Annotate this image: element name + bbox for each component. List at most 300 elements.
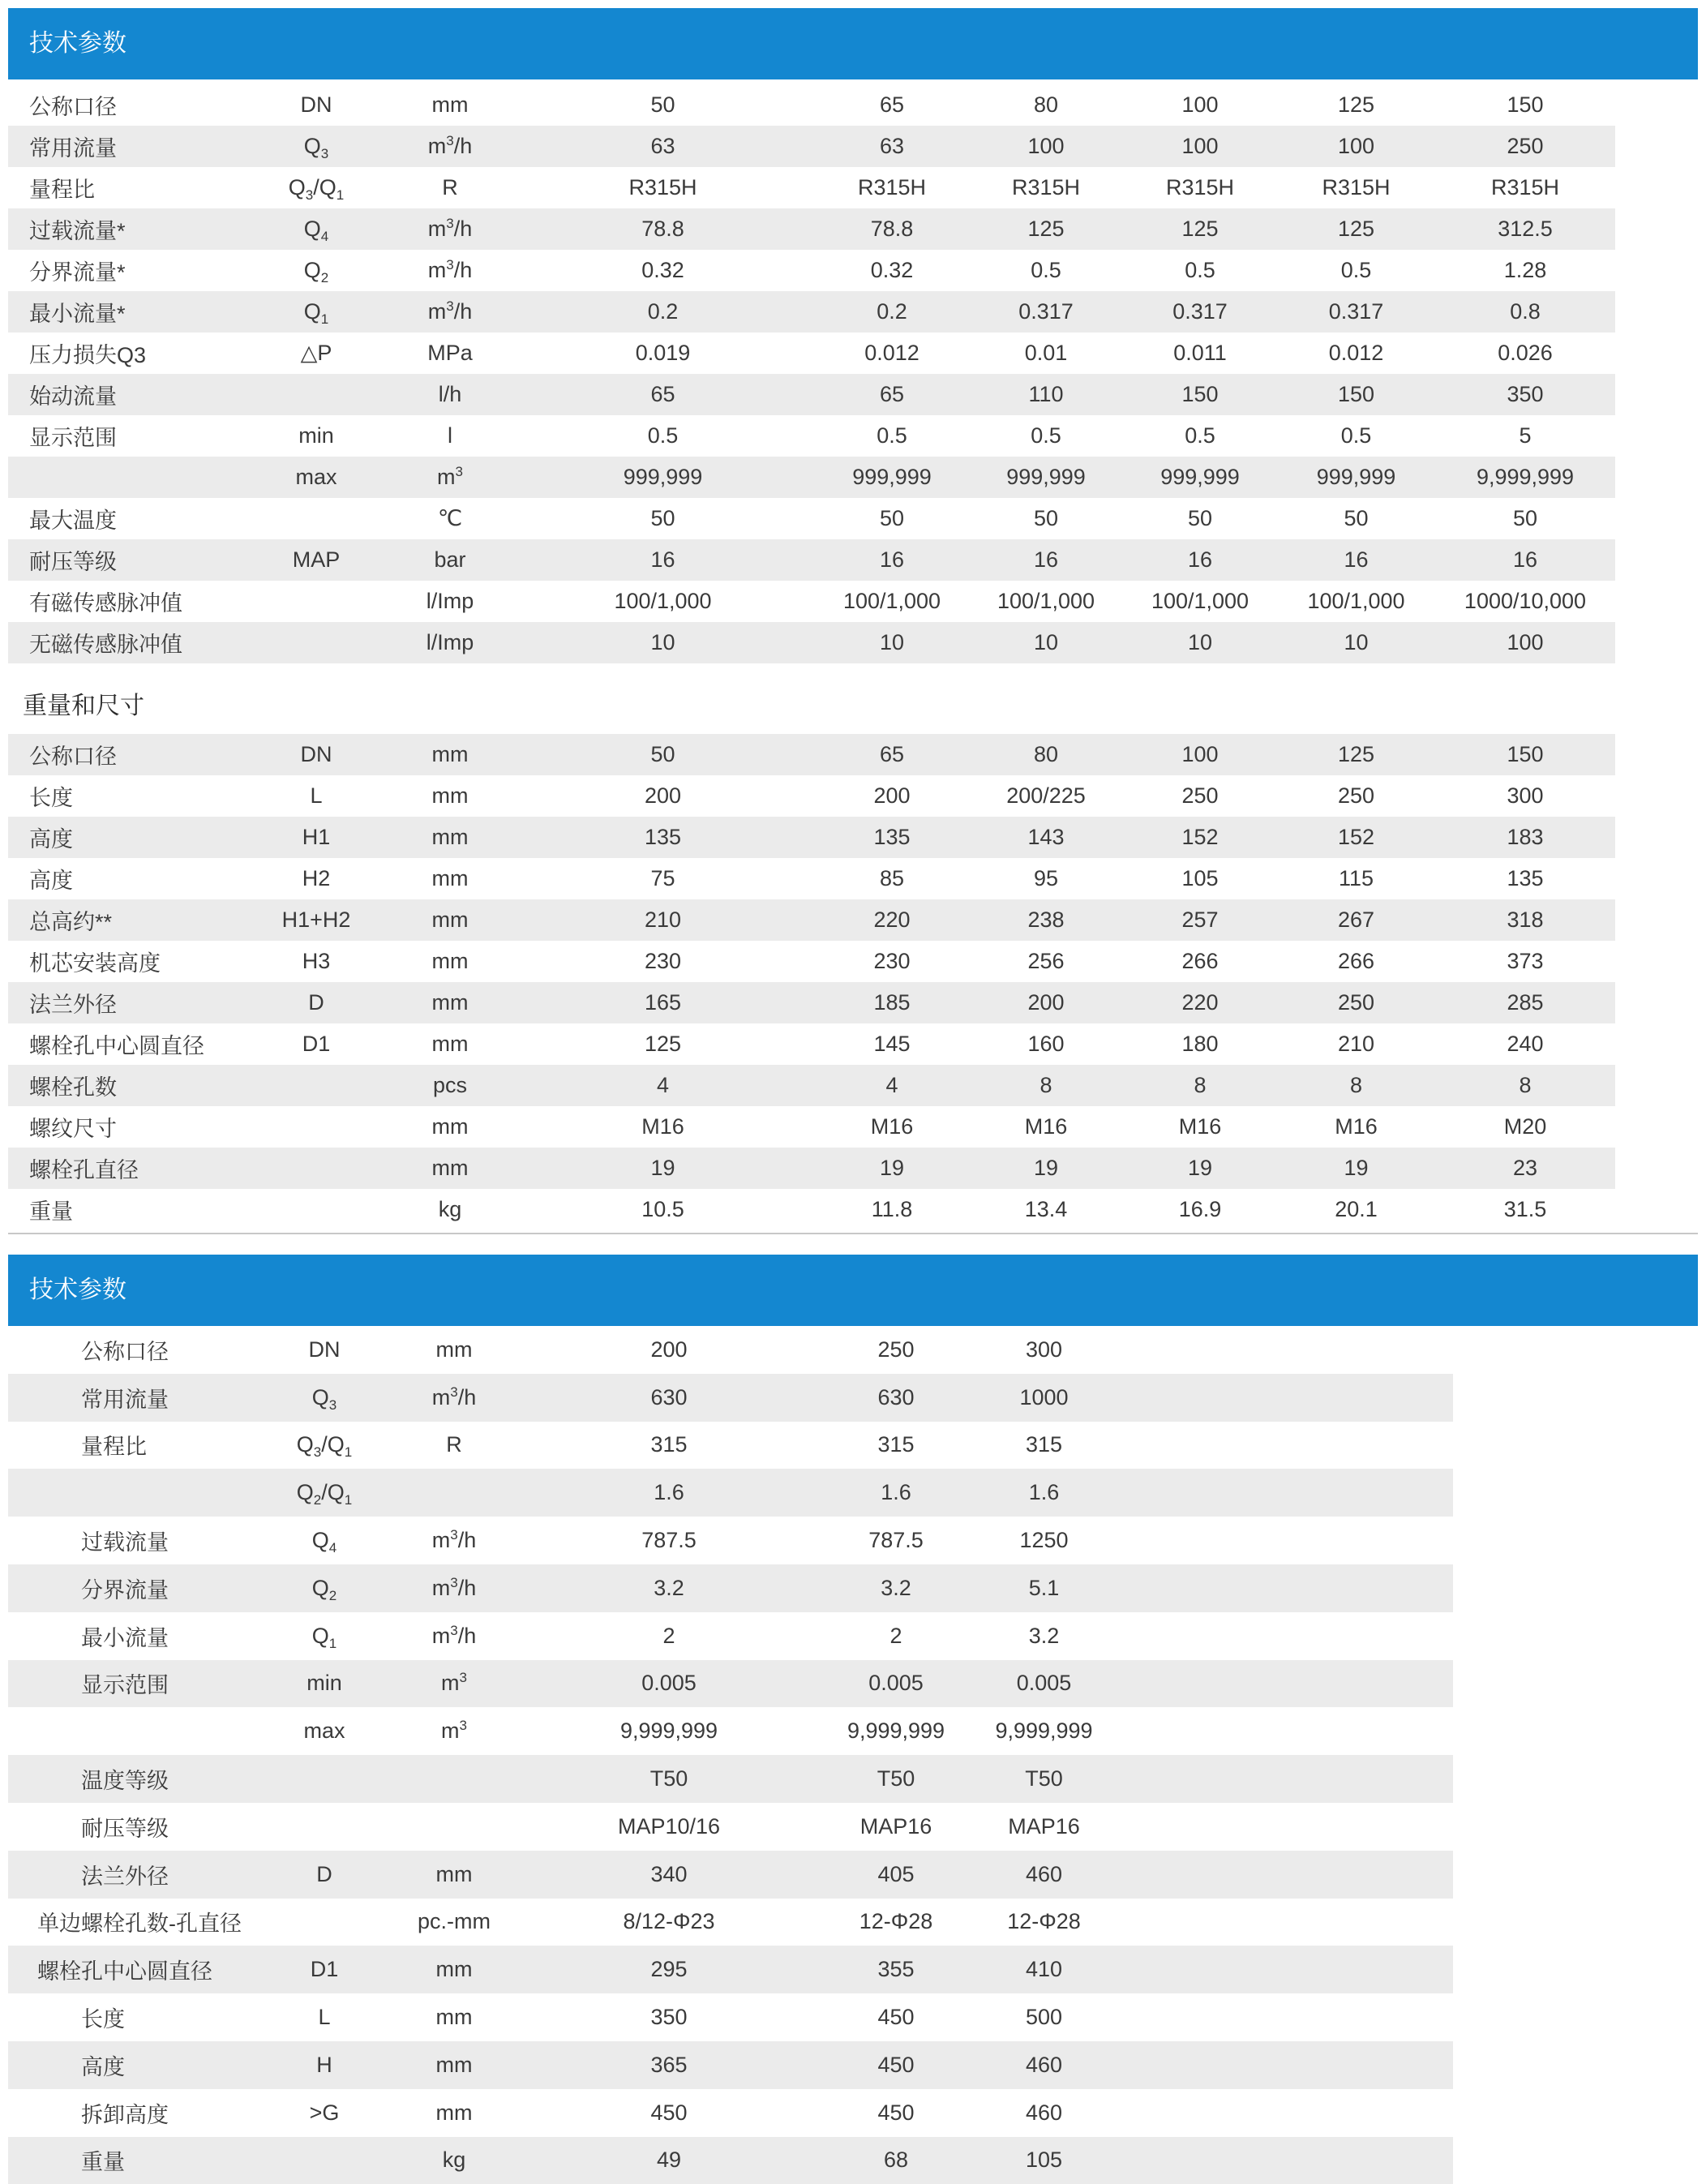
value-cell: 450 [815, 1993, 977, 2041]
table-row [8, 941, 1615, 982]
value-cell: 0.011 [1123, 333, 1277, 374]
unit-cell: $m^3$ [385, 1660, 523, 1708]
table-row [8, 1148, 1615, 1189]
symbol-cell: △P [243, 333, 389, 374]
value-cell: 115 [1277, 858, 1435, 899]
symbol-cell: DN [264, 1326, 385, 1374]
table-row [8, 1517, 1453, 1564]
value-cell: 50 [511, 498, 815, 539]
value-cell: 65 [815, 374, 969, 415]
value-cell: 315 [977, 1422, 1111, 1470]
value-cell: 240 [1435, 1023, 1615, 1065]
value-cell: 31.5 [1435, 1189, 1615, 1230]
symbol-cell: D [264, 1851, 385, 1899]
unit-cell: $m^3/h$ [389, 208, 511, 250]
param-name: 显示范围 [8, 1660, 264, 1708]
value-cell: 373 [1435, 941, 1615, 982]
value-cell: 12-Φ28 [977, 1899, 1111, 1946]
table-row [8, 1851, 1453, 1899]
value-cell: 19 [511, 1148, 815, 1189]
param-name: 耐压等级 [8, 539, 243, 581]
param-name: 重量 [8, 1189, 243, 1230]
unit-cell: mm [385, 2041, 523, 2089]
empty-cell [1111, 2137, 1453, 2184]
param-name: 过载流量* [8, 208, 243, 250]
value-cell: 0.5 [815, 415, 969, 457]
param-name: 螺栓孔中心圆直径 [8, 1946, 264, 1993]
value-cell: 12-Φ28 [815, 1899, 977, 1946]
value-cell: 10 [969, 622, 1123, 663]
value-cell: 100/1,000 [1277, 581, 1435, 622]
value-cell: 95 [969, 858, 1123, 899]
value-cell: 16 [1123, 539, 1277, 581]
param-name: 法兰外径 [8, 982, 243, 1023]
value-cell: 100 [1123, 126, 1277, 167]
value-cell: 0.01 [969, 333, 1123, 374]
value-cell: M20 [1435, 1106, 1615, 1148]
value-cell: 11.8 [815, 1189, 969, 1230]
value-cell: 180 [1123, 1023, 1277, 1065]
symbol-cell [243, 1065, 389, 1106]
table-row [8, 291, 1615, 333]
value-cell: 50 [815, 498, 969, 539]
value-cell: 999,999 [1123, 457, 1277, 498]
symbol-cell: >G [264, 2089, 385, 2137]
symbol-cell [264, 1803, 385, 1851]
value-cell: 787.5 [523, 1517, 815, 1564]
table-row [8, 1189, 1615, 1230]
unit-cell [385, 1755, 523, 1803]
symbol-cell: $Q_4$ [243, 208, 389, 250]
param-name: 分界流量* [8, 250, 243, 291]
param-name: 温度等级 [8, 1755, 264, 1803]
value-cell: 0.5 [1277, 250, 1435, 291]
value-cell: 50 [969, 498, 1123, 539]
value-cell: 100 [1435, 622, 1615, 663]
value-cell: 405 [815, 1851, 977, 1899]
unit-cell: R [385, 1422, 523, 1470]
param-name: 拆卸高度 [8, 2089, 264, 2137]
table-row [8, 1612, 1453, 1660]
value-cell: 340 [523, 1851, 815, 1899]
value-cell: 210 [1277, 1023, 1435, 1065]
empty-cell [1111, 1612, 1453, 1660]
value-cell: 9,999,999 [815, 1707, 977, 1755]
empty-cell [1111, 1422, 1453, 1470]
value-cell: 220 [815, 899, 969, 941]
empty-cell [1111, 1374, 1453, 1422]
value-cell: 20.1 [1277, 1189, 1435, 1230]
table-row [8, 84, 1615, 126]
unit-cell: $m^3/h$ [385, 1564, 523, 1612]
unit-cell: l/Imp [389, 622, 511, 663]
symbol-cell: $Q_1$ [243, 291, 389, 333]
value-cell: 315 [523, 1422, 815, 1470]
symbol-cell: H3 [243, 941, 389, 982]
value-cell: 135 [511, 817, 815, 858]
value-cell: 267 [1277, 899, 1435, 941]
table-row [8, 539, 1615, 581]
param-name: 耐压等级 [8, 1803, 264, 1851]
value-cell: 355 [815, 1946, 977, 1993]
value-cell: R315H [1435, 167, 1615, 208]
unit-cell: mm [389, 1148, 511, 1189]
value-cell: 10 [815, 622, 969, 663]
value-cell: 999,999 [815, 457, 969, 498]
value-cell: 3.2 [815, 1564, 977, 1612]
param-name: 公称口径 [8, 84, 243, 126]
section-header-tech-params [8, 8, 1698, 79]
value-cell: 8 [969, 1065, 1123, 1106]
value-cell: 105 [977, 2137, 1111, 2184]
symbol-cell: DN [243, 84, 389, 126]
value-cell: 500 [977, 1993, 1111, 2041]
value-cell: 8/12-Φ23 [523, 1899, 815, 1946]
param-name: 分界流量 [8, 1564, 264, 1612]
table-row [8, 2041, 1453, 2089]
table-row [8, 1660, 1453, 1708]
value-cell: 460 [977, 2041, 1111, 2089]
value-cell: 63 [815, 126, 969, 167]
table-row [8, 1803, 1453, 1851]
param-name: 单边螺栓孔数-孔直径 [8, 1899, 264, 1946]
symbol-cell [264, 1755, 385, 1803]
value-cell: M16 [1123, 1106, 1277, 1148]
value-cell: 460 [977, 2089, 1111, 2137]
tech-params-table [8, 84, 1615, 663]
table-row [8, 1374, 1453, 1422]
unit-cell: mm [389, 84, 511, 126]
value-cell: 230 [511, 941, 815, 982]
symbol-cell [264, 1899, 385, 1946]
value-cell: 0.012 [1277, 333, 1435, 374]
param-name [8, 1469, 264, 1517]
symbol-cell [243, 1189, 389, 1230]
empty-cell [1111, 2041, 1453, 2089]
value-cell: 23 [1435, 1148, 1615, 1189]
value-cell: 9,999,999 [523, 1707, 815, 1755]
value-cell: 0.005 [523, 1660, 815, 1708]
table-row [8, 126, 1615, 167]
section-title: 技术参数 [29, 1277, 126, 1303]
value-cell: 85 [815, 858, 969, 899]
param-name: 最大温度 [8, 498, 243, 539]
value-cell: 152 [1123, 817, 1277, 858]
symbol-cell: MAP [243, 539, 389, 581]
value-cell: M16 [815, 1106, 969, 1148]
value-cell: 0.019 [511, 333, 815, 374]
param-name: 螺栓孔数 [8, 1065, 243, 1106]
value-cell: 2 [523, 1612, 815, 1660]
value-cell: 68 [815, 2137, 977, 2184]
value-cell: 9,999,999 [1435, 457, 1615, 498]
value-cell: 4 [511, 1065, 815, 1106]
unit-cell: $m^3/h$ [389, 291, 511, 333]
value-cell: 125 [1277, 208, 1435, 250]
weight-dimensions-table [8, 734, 1615, 1230]
table-row [8, 167, 1615, 208]
table-row [8, 1707, 1453, 1755]
value-cell: 100/1,000 [969, 581, 1123, 622]
value-cell: 80 [969, 84, 1123, 126]
empty-cell [1111, 1469, 1453, 1517]
value-cell: 450 [523, 2089, 815, 2137]
unit-cell: ℃ [389, 498, 511, 539]
symbol-cell: min [264, 1660, 385, 1708]
table-row [8, 1326, 1453, 1374]
table-row [8, 1755, 1453, 1803]
symbol-cell: H1 [243, 817, 389, 858]
value-cell: T50 [977, 1755, 1111, 1803]
value-cell: R315H [1277, 167, 1435, 208]
unit-cell: $m^3/h$ [389, 250, 511, 291]
param-name: 最小流量 [8, 1612, 264, 1660]
value-cell: 630 [815, 1374, 977, 1422]
param-name: 高度 [8, 858, 243, 899]
value-cell: 1.6 [523, 1469, 815, 1517]
value-cell: 160 [969, 1023, 1123, 1065]
unit-cell: mm [389, 775, 511, 817]
param-name: 始动流量 [8, 374, 243, 415]
param-name: 法兰外径 [8, 1851, 264, 1899]
value-cell: MAP16 [977, 1803, 1111, 1851]
value-cell: 999,999 [969, 457, 1123, 498]
param-name: 过载流量 [8, 1517, 264, 1564]
table-row [8, 1899, 1453, 1946]
value-cell: 200/225 [969, 775, 1123, 817]
table-row [8, 734, 1615, 775]
value-cell: 8 [1435, 1065, 1615, 1106]
param-name: 公称口径 [8, 734, 243, 775]
param-name [8, 1707, 264, 1755]
symbol-cell: D [243, 982, 389, 1023]
value-cell: 0.5 [511, 415, 815, 457]
value-cell: 230 [815, 941, 969, 982]
unit-cell: mm [385, 1326, 523, 1374]
value-cell: 50 [1123, 498, 1277, 539]
value-cell: 0.8 [1435, 291, 1615, 333]
param-name: 螺纹尺寸 [8, 1106, 243, 1148]
table-row [8, 817, 1615, 858]
param-name: 长度 [8, 1993, 264, 2041]
param-name: 长度 [8, 775, 243, 817]
value-cell: 50 [1435, 498, 1615, 539]
unit-cell: R [389, 167, 511, 208]
symbol-cell [243, 622, 389, 663]
value-cell: 460 [977, 1851, 1111, 1899]
value-cell: 50 [1277, 498, 1435, 539]
value-cell: 200 [815, 775, 969, 817]
empty-cell [1111, 1564, 1453, 1612]
value-cell: 0.026 [1435, 333, 1615, 374]
value-cell: 19 [969, 1148, 1123, 1189]
value-cell: 150 [1435, 84, 1615, 126]
value-cell: 105 [1123, 858, 1277, 899]
unit-cell: $m^3/h$ [385, 1612, 523, 1660]
unit-cell: mm [389, 899, 511, 941]
value-cell: 145 [815, 1023, 969, 1065]
value-cell: 200 [511, 775, 815, 817]
unit-cell: mm [385, 1851, 523, 1899]
param-name: 高度 [8, 2041, 264, 2089]
unit-cell: l [389, 415, 511, 457]
unit-cell: mm [389, 817, 511, 858]
value-cell: 350 [523, 1993, 815, 2041]
value-cell: 0.012 [815, 333, 969, 374]
value-cell: 0.5 [1277, 415, 1435, 457]
value-cell: 210 [511, 899, 815, 941]
value-cell: 266 [1123, 941, 1277, 982]
empty-cell [1111, 1899, 1453, 1946]
unit-cell: $m^3/h$ [389, 126, 511, 167]
unit-cell: l/h [389, 374, 511, 415]
empty-cell [1111, 1517, 1453, 1564]
value-cell: 250 [1277, 982, 1435, 1023]
value-cell: 312.5 [1435, 208, 1615, 250]
value-cell: 200 [523, 1326, 815, 1374]
value-cell: 50 [511, 84, 815, 126]
unit-cell [385, 1803, 523, 1851]
section-title: 技术参数 [29, 30, 126, 57]
table-row [8, 1993, 1453, 2041]
symbol-cell: max [243, 457, 389, 498]
value-cell: 1.6 [977, 1469, 1111, 1517]
value-cell: 250 [1277, 775, 1435, 817]
value-cell: 0.005 [977, 1660, 1111, 1708]
value-cell: 450 [815, 2041, 977, 2089]
value-cell: T50 [815, 1755, 977, 1803]
value-cell: 16 [1277, 539, 1435, 581]
table-row [8, 1422, 1453, 1470]
value-cell: 100 [969, 126, 1123, 167]
value-cell: 4 [815, 1065, 969, 1106]
value-cell: 10 [1123, 622, 1277, 663]
symbol-cell [243, 374, 389, 415]
value-cell: 999,999 [511, 457, 815, 498]
empty-cell [1111, 2089, 1453, 2137]
param-name: 总高约** [8, 899, 243, 941]
value-cell: 0.5 [1123, 250, 1277, 291]
value-cell: 295 [523, 1946, 815, 1993]
value-cell: 16 [815, 539, 969, 581]
value-cell: 100 [1123, 84, 1277, 126]
value-cell: 75 [511, 858, 815, 899]
table-row [8, 250, 1615, 291]
value-cell: 0.005 [815, 1660, 977, 1708]
value-cell: 16.9 [1123, 1189, 1277, 1230]
unit-cell: mm [385, 1946, 523, 1993]
table-row [8, 2089, 1453, 2137]
value-cell: 135 [815, 817, 969, 858]
value-cell: R315H [511, 167, 815, 208]
unit-cell: l/Imp [389, 581, 511, 622]
value-cell: 0.2 [511, 291, 815, 333]
param-name: 显示范围 [8, 415, 243, 457]
value-cell: 0.5 [969, 415, 1123, 457]
empty-cell [1111, 1755, 1453, 1803]
param-name: 螺栓孔直径 [8, 1148, 243, 1189]
table-row [8, 775, 1615, 817]
table-row [8, 1023, 1615, 1065]
symbol-cell: H2 [243, 858, 389, 899]
symbol-cell: L [243, 775, 389, 817]
table-row [8, 2137, 1453, 2184]
value-cell: 250 [815, 1326, 977, 1374]
value-cell: 100/1,000 [511, 581, 815, 622]
value-cell: 256 [969, 941, 1123, 982]
unit-cell: mm [389, 982, 511, 1023]
empty-cell [1111, 1707, 1453, 1755]
symbol-cell [243, 1148, 389, 1189]
symbol-cell: $Q_3/Q_1$ [264, 1422, 385, 1470]
unit-cell: mm [389, 858, 511, 899]
symbol-cell: max [264, 1707, 385, 1755]
value-cell: 110 [969, 374, 1123, 415]
unit-cell: mm [385, 1993, 523, 2041]
table-row [8, 208, 1615, 250]
table-row [8, 581, 1615, 622]
symbol-cell: $Q_1$ [264, 1612, 385, 1660]
value-cell: 125 [1277, 734, 1435, 775]
value-cell: 183 [1435, 817, 1615, 858]
value-cell: 630 [523, 1374, 815, 1422]
unit-cell: mm [389, 941, 511, 982]
table-row [8, 457, 1615, 498]
unit-cell: $m^3$ [385, 1707, 523, 1755]
unit-cell: bar [389, 539, 511, 581]
value-cell: 150 [1123, 374, 1277, 415]
value-cell: 450 [815, 2089, 977, 2137]
symbol-cell: $Q_3/Q_1$ [243, 167, 389, 208]
value-cell: 220 [1123, 982, 1277, 1023]
value-cell: 250 [1435, 126, 1615, 167]
tech-params-large-table [8, 1326, 1453, 2184]
value-cell: MAP10/16 [523, 1803, 815, 1851]
value-cell: 16 [1435, 539, 1615, 581]
value-cell: 65 [815, 84, 969, 126]
param-name: 量程比 [8, 1422, 264, 1470]
value-cell: 0.5 [969, 250, 1123, 291]
table-row [8, 415, 1615, 457]
value-cell: 0.32 [511, 250, 815, 291]
value-cell: 2 [815, 1612, 977, 1660]
unit-cell: pc.-mm [385, 1899, 523, 1946]
unit-cell: kg [389, 1189, 511, 1230]
param-name [8, 457, 243, 498]
value-cell: 152 [1277, 817, 1435, 858]
unit-cell: $m^3/h$ [385, 1517, 523, 1564]
symbol-cell [243, 498, 389, 539]
value-cell: R315H [1123, 167, 1277, 208]
section-divider [8, 1233, 1698, 1234]
param-name: 有磁传感脉冲值 [8, 581, 243, 622]
symbol-cell: $Q_3$ [243, 126, 389, 167]
value-cell: 19 [1277, 1148, 1435, 1189]
unit-cell: pcs [389, 1065, 511, 1106]
empty-cell [1111, 1660, 1453, 1708]
value-cell: 63 [511, 126, 815, 167]
value-cell: 5.1 [977, 1564, 1111, 1612]
value-cell: 135 [1435, 858, 1615, 899]
value-cell: M16 [511, 1106, 815, 1148]
value-cell: 143 [969, 817, 1123, 858]
value-cell: 100 [1277, 126, 1435, 167]
table-row [8, 1106, 1615, 1148]
value-cell: 5 [1435, 415, 1615, 457]
unit-cell: mm [385, 2089, 523, 2137]
value-cell: 238 [969, 899, 1123, 941]
value-cell: 315 [815, 1422, 977, 1470]
